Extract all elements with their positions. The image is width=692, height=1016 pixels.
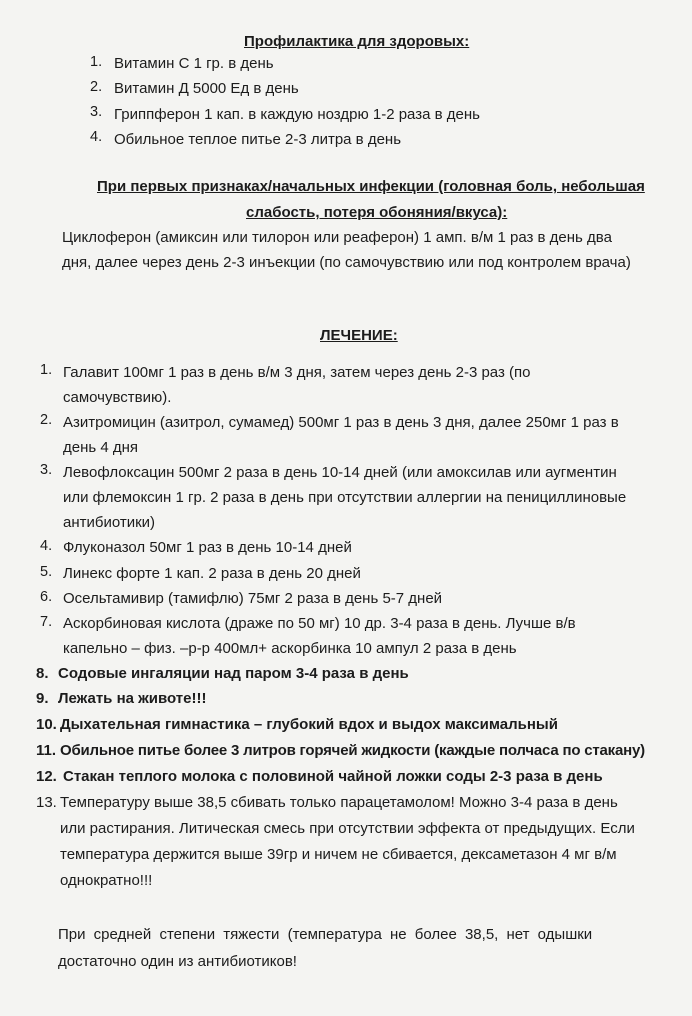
first-signs-heading-line-1: При первых признаках/начальных инфекции (головная боль, небольшая xyxy=(97,178,645,195)
prevention-item-3-number: 3. xyxy=(90,104,103,120)
treatment-item-2-line-1: Азитромицин (азитрол, сумамед) 500мг 1 раз в день 3 дня, далее 250мг 1 раз в xyxy=(63,414,619,431)
treatment-item-13-line-4: однократно!!! xyxy=(60,872,153,889)
prevention-item-3: Гриппферон 1 кап. в каждую ноздрю 1-2 раза в день xyxy=(114,106,480,123)
treatment-item-3-line-2: или флемоксин 1 гр. 2 раза в день при отсутствии аллергии на пенициллиновые xyxy=(63,489,627,506)
treatment-item-6-number: 6. xyxy=(40,589,53,605)
prevention-item-1-number: 1. xyxy=(90,54,103,70)
first-signs-text-line-1: Циклоферон (амиксин или тилорон или реаферон) 1 амп. в/м 1 раз в день два xyxy=(62,229,612,246)
treatment-item-7-line-1: Аскорбиновая кислота (драже по 50 мг) 10 др. 3-4 раза в день. Лучше в/в xyxy=(63,615,576,632)
treatment-item-11-number: 11. xyxy=(36,742,57,759)
treatment-item-10-line-1: Дыхательная гимнастика – глубокий вдох и выдох максимальный xyxy=(60,716,558,733)
treatment-item-12-line-1: Стакан теплого молока с половиной чайной ложки соды 2-3 раза в день xyxy=(63,768,603,785)
treatment-item-3-line-3: антибиотики) xyxy=(63,514,156,531)
treatment-item-12-number: 12. xyxy=(36,768,57,785)
treatment-item-11-line-1: Обильное питье более 3 литров горячей жидкости (каждые полчаса по стакану) xyxy=(60,742,645,759)
treatment-item-7-line-2: капельно – физ. –р-р 400мл+ аскорбинка 10 ампул 2 раза в день xyxy=(63,640,517,657)
prevention-item-2: Витамин Д 5000 Ед в день xyxy=(114,80,299,97)
prevention-item-2-number: 2. xyxy=(90,79,103,95)
prevention-item-4: Обильное теплое питье 2-3 литра в день xyxy=(114,131,402,148)
footer-note-line-2: достаточно один из антибиотиков! xyxy=(58,953,297,970)
treatment-item-9-number: 9. xyxy=(36,690,49,707)
treatment-item-3-line-1: Левофлоксацин 500мг 2 раза в день 10-14 дней (или амоксилав или аугментин xyxy=(63,464,617,481)
treatment-item-9-line-1: Лежать на животе!!! xyxy=(58,690,207,707)
prevention-item-1: Витамин С 1 гр. в день xyxy=(114,55,274,72)
treatment-item-5-line-1: Линекс форте 1 кап. 2 раза в день 20 дней xyxy=(63,565,361,582)
treatment-item-6-line-1: Осельтамивир (тамифлю) 75мг 2 раза в день 5-7 дней xyxy=(63,590,443,607)
treatment-item-2-line-2: день 4 дня xyxy=(63,439,139,456)
treatment-item-1-line-2: самочувствию). xyxy=(63,389,172,406)
treatment-item-1-line-1: Галавит 100мг 1 раз в день в/м 3 дня, затем через день 2-3 раз (по xyxy=(63,364,531,381)
treatment-heading: ЛЕЧЕНИЕ: xyxy=(320,327,398,344)
prevention-item-4-number: 4. xyxy=(90,129,103,145)
first-signs-text-line-2: дня, далее через день 2-3 инъекции (по самочувствию или под контролем врача) xyxy=(62,254,631,271)
treatment-item-7-number: 7. xyxy=(40,614,53,630)
first-signs-heading-line-2: слабость, потеря обоняния/вкуса): xyxy=(246,204,508,221)
treatment-item-13-line-3: температура держится выше 39гр и ничем не сбивается, дексаметазон 4 мг в/м xyxy=(60,846,617,863)
treatment-item-4-line-1: Флуконазол 50мг 1 раз в день 10-14 дней xyxy=(63,539,352,556)
treatment-item-13-number: 13. xyxy=(36,794,57,811)
treatment-item-5-number: 5. xyxy=(40,564,53,580)
treatment-item-13-line-2: или растирания. Литическая смесь при отсутствии эффекта от предыдущих. Если xyxy=(60,820,635,837)
treatment-item-3-number: 3. xyxy=(40,462,53,478)
treatment-item-13-line-1: Температуру выше 38,5 сбивать только парацетамолом! Можно 3-4 раза в день xyxy=(60,794,618,811)
treatment-item-10-number: 10. xyxy=(36,716,57,733)
treatment-item-8-number: 8. xyxy=(36,665,49,682)
footer-note-line-1: При средней степени тяжести (температура не более 38,5, нет одышки xyxy=(58,926,593,943)
treatment-item-4-number: 4. xyxy=(40,538,53,554)
treatment-item-2-number: 2. xyxy=(40,412,53,428)
treatment-item-1-number: 1. xyxy=(40,362,53,378)
prevention-heading: Профилактика для здоровых: xyxy=(244,33,470,50)
treatment-item-8-line-1: Содовые ингаляции над паром 3-4 раза в день xyxy=(58,665,409,682)
